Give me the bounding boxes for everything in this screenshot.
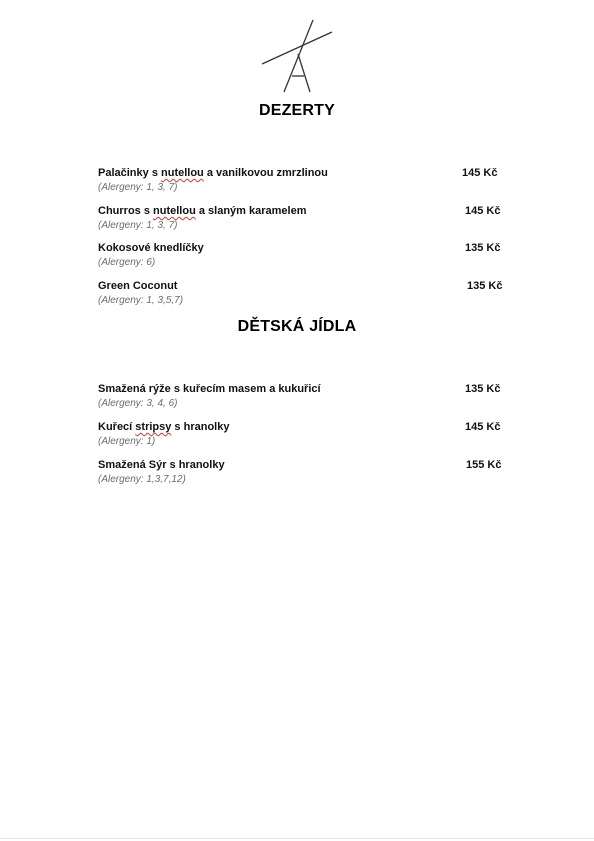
item-name: Green Coconut [98,280,178,292]
item-name: Palačinky s nutellou a vanilkovou zmrzlinou [98,167,328,179]
item-name: Kokosové knedlíčky [98,242,204,254]
item-price: 145 Kč [465,421,501,433]
item-name: Kuřecí stripsy s hranolky [98,421,230,433]
item-price: 135 Kč [467,280,503,292]
spellcheck-underlined-word: stripsy [135,421,172,433]
item-price: 145 Kč [465,205,501,217]
item-allergens: (Alergeny: 1) [98,436,156,447]
a-monogram-logo-icon [258,18,336,94]
menu-item [98,242,508,276]
item-price: 135 Kč [465,242,501,254]
section-title-desserts: DEZERTY [258,102,336,119]
item-name: Smažená Sýr s hranolky [98,459,225,471]
item-name: Churros s nutellou a slaným karamelem [98,205,307,217]
item-allergens: (Alergeny: 1, 3,5,7) [98,295,184,306]
item-name: Smažená rýže s kuřecím masem a kukuřicí [98,383,321,395]
item-price: 155 Kč [466,459,502,471]
spellcheck-underlined-word: nutellou [161,167,204,179]
item-price: 145 Kč [462,167,498,179]
item-allergens: (Alergeny: 1,3,7,12) [98,474,186,485]
item-allergens: (Alergeny: 6) [98,257,156,268]
spellcheck-underlined-word: nutellou [153,205,196,217]
item-price: 135 Kč [465,383,501,395]
menu-item [98,421,508,455]
item-allergens: (Alergeny: 1, 3, 7) [98,220,178,231]
menu-item [98,383,508,417]
item-allergens: (Alergeny: 1, 3, 7) [98,182,178,193]
menu-item [98,280,508,314]
page-bottom-edge [0,838,594,839]
section-title-kids: DĚTSKÁ JÍDLA [237,318,357,335]
item-allergens: (Alergeny: 3, 4, 6) [98,398,178,409]
menu-item [98,459,508,493]
menu-item [98,167,508,201]
menu-item [98,205,508,239]
